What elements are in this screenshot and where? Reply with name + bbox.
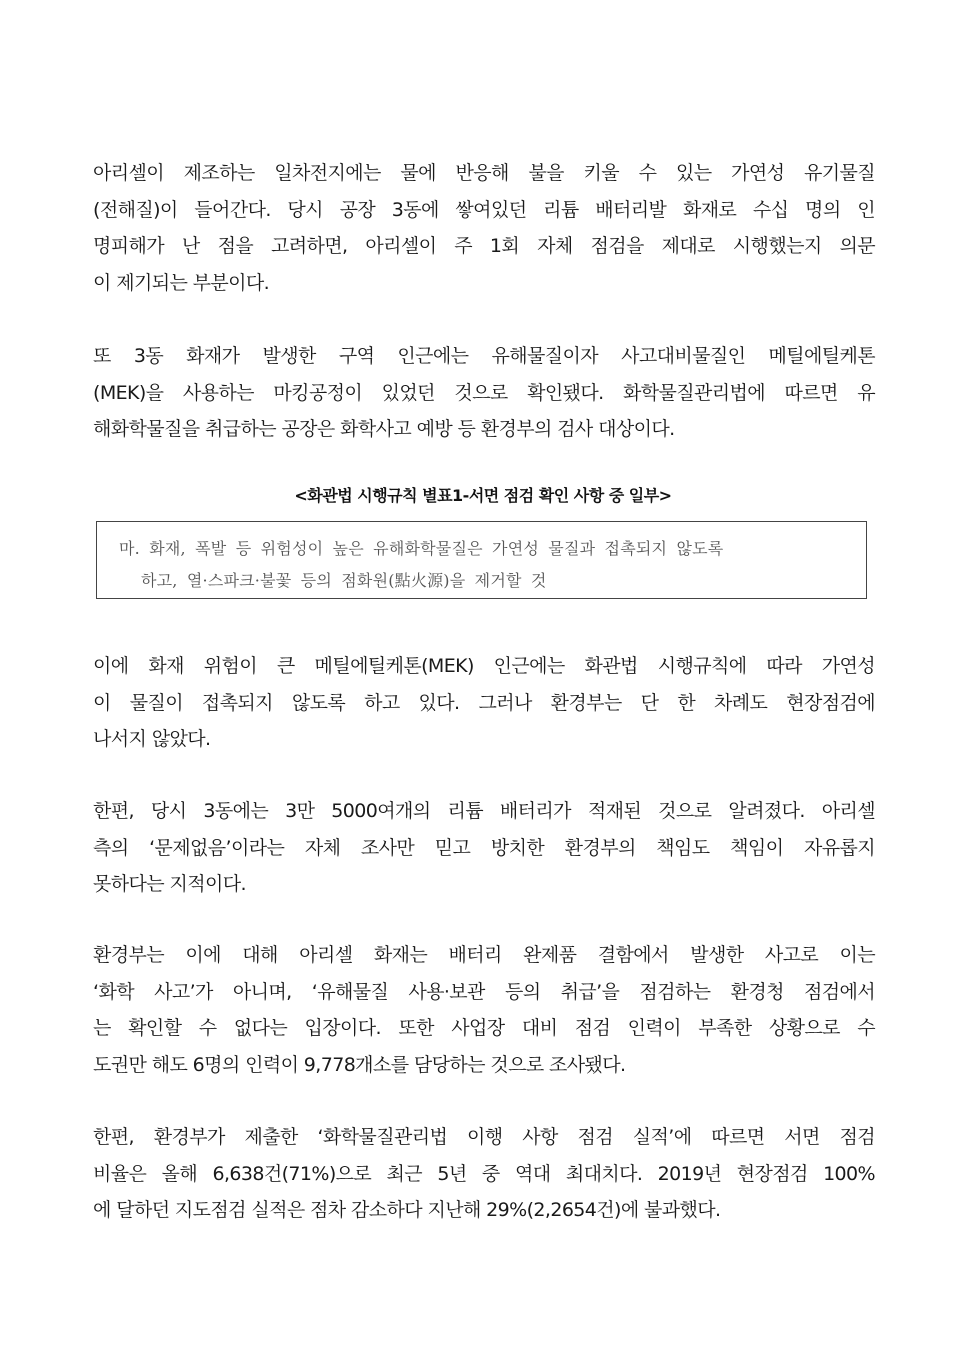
text-line: 비율은 올해 6,638건(71%)으로 최근 5년 중 역대 최대치다. 2019년 현장점검 100% bbox=[93, 1162, 875, 1185]
text-line: 또 3동 화재가 발생한 구역 인근에는 유해물질이자 사고대비물질인 메틸에틸케톤 bbox=[93, 345, 875, 367]
paragraph-battery-stock bbox=[93, 793, 875, 903]
text-line: 도권만 해도 6명의 인력이 9,778개소를 담당하는 것으로 조사됐다. bbox=[93, 1053, 626, 1076]
rule-excerpt-line: 하고, 열·스파크·불꽃 등의 점화원(點火源)을 제거할 것 bbox=[141, 571, 547, 590]
paragraph-ministry-position bbox=[93, 937, 875, 1083]
text-line: 한편, 당시 3동에는 3만 5000여개의 리튬 배터리가 적재된 것으로 알려졌다. 아리셀 bbox=[93, 800, 875, 822]
rule-excerpt-caption: <화관법 시행규칙 별표1-서면 점검 확인 사항 중 일부> bbox=[294, 486, 672, 505]
text-line: (전해질)이 들어간다. 당시 공장 3동에 쌓여있던 리튬 배터리발 화재로 수십 명의 인 bbox=[93, 198, 875, 221]
text-line: 이 물질이 접촉되지 않도록 하고 있다. 그러나 환경부는 단 한 차례도 현장점검에 bbox=[93, 691, 875, 714]
rule-excerpt-box bbox=[96, 521, 867, 599]
text-line: 이에 화재 위험이 큰 메틸에틸케톤(MEK) 인근에는 화관법 시행규칙에 따라 가연성 bbox=[93, 655, 875, 677]
text-line: 이 제기되는 부분이다. bbox=[93, 271, 270, 294]
text-line: 해화학물질을 취급하는 공장은 화학사고 예방 등 환경부의 검사 대상이다. bbox=[93, 418, 675, 440]
text-line: 측의 ‘문제없음’이라는 자체 조사만 믿고 방치한 환경부의 책임도 책임이 자유롭지 bbox=[93, 836, 875, 859]
paragraph-no-site-inspection bbox=[93, 648, 875, 758]
text-line: 는 확인할 수 없다는 입장이다. 또한 사업장 대비 점검 인력이 부족한 상황으로 수 bbox=[93, 1017, 875, 1039]
text-line: 환경부는 이에 대해 아리셀 화재는 배터리 완제품 결함에서 발생한 사고로 이는 bbox=[93, 944, 875, 966]
text-line: 명피해가 난 점을 고려하면, 아리셀이 주 1회 자체 점검을 제대로 시행했는지 의문 bbox=[93, 235, 875, 257]
text-line: ‘화학 사고’가 아니며, ‘유해물질 사용·보관 등의 취급’을 점검하는 환경청 점검에서 bbox=[93, 980, 875, 1003]
text-line: (MEK)을 사용하는 마킹공정이 있었던 것으로 확인됐다. 화학물질관리법에 따르면 유 bbox=[93, 381, 875, 404]
rule-excerpt-line: 마. 화재, 폭발 등 위험성이 높은 유해화학물질은 가연성 물질과 접촉되지 않도록 bbox=[119, 539, 724, 558]
text-line: 아리셀이 제조하는 일차전지에는 물에 반응해 불을 키울 수 있는 가연성 유기물질 bbox=[93, 162, 875, 184]
paragraph-battery-electrolyte bbox=[93, 155, 875, 301]
paragraph-inspection-statistics bbox=[93, 1119, 875, 1229]
text-line: 한편, 환경부가 제출한 ‘화학물질관리법 이행 사항 점검 실적’에 따르면 서면 점검 bbox=[93, 1126, 875, 1148]
paragraph-mek-marking-process bbox=[93, 338, 875, 448]
text-line: 에 달하던 지도점검 실적은 점차 감소하다 지난해 29%(2,2654건)에 불과했다. bbox=[93, 1199, 721, 1221]
text-line: 나서지 않았다. bbox=[93, 728, 211, 750]
text-line: 못하다는 지적이다. bbox=[93, 873, 246, 895]
